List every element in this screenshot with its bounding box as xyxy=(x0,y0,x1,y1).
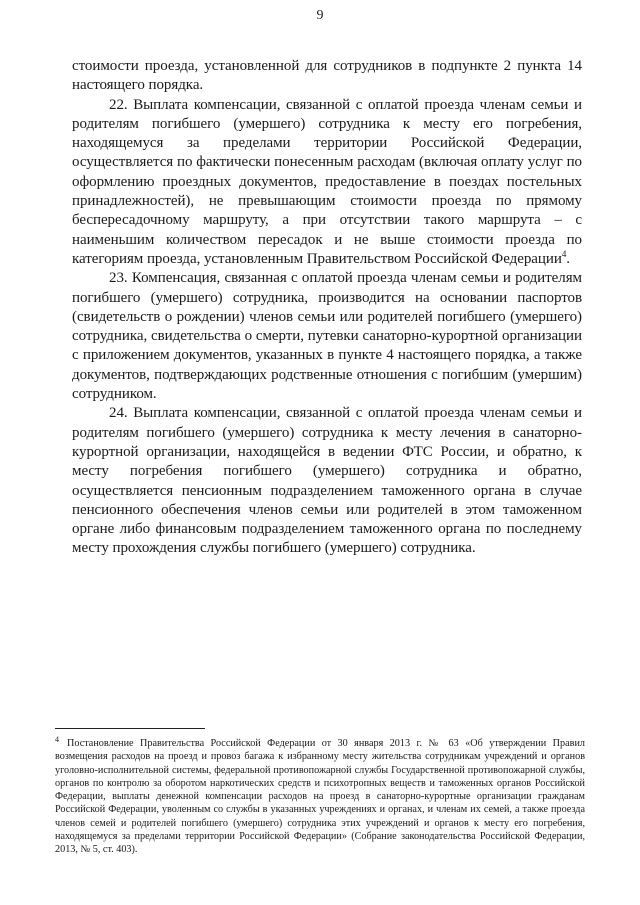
footnote-divider xyxy=(55,728,205,729)
paragraph-22 xyxy=(72,96,582,270)
paragraph-23: 23. Компенсация, связанная с оплатой проезда членам семьи и родителям погибшего (умершего) сотрудника, производится на основании паспортов (свидетельств о рождении) членов семьи или родителей погибшего (умершего) сотрудника, свидетельства о смерти, путевки санаторно-курортной организации с приложением документов, указанных в пункте 4 настоящего порядка, а также документов, подтверждающих родственные отношения с погибшим (умершим) сотрудником. xyxy=(72,270,582,403)
paragraph-24: 24. Выплата компенсации, связанной с оплатой проезда членам семьи и родителям погибшего (умершего) сотрудника к месту лечения в санаторно-курортной организации, находящейся в ведении ФТС России, и обратно, к месту погребения погибшего (умершего) сотрудника и обратно, осуществляется пенсионным подразделением таможенного органа в случае пенсионного обеспечения членов семьи или родителей в этом таможенном органе либо финансовым подразделением таможенного органа по последнему месту прохождения службы погибшего (умершего) сотрудника. xyxy=(72,405,582,557)
paragraph-22-text: 22. Выплата компенсации, связанной с оплатой проезда членам семьи и родителям погибшего (умершего) сотрудника к месту его погребения, находящемуся за пределами территории Российской Федерации, осуществляется по фактически понесенным расходам (включая оплату услуг по оформлению проездных документов, предоставление в поездах постельных принадлежностей), не превышающим стоимости проезда по прямому беспересадочному маршруту, а при отсутствии такого маршрута – с наименьшим количеством пересадок и не выше стоимости проезда по категориям проезда, установленным Правительством Российской Федерации xyxy=(72,96,582,267)
footnote-number: 4 xyxy=(55,735,59,744)
footnote xyxy=(55,737,585,857)
paragraph-continuation: стоимости проезда, установленной для сотрудников в подпункте 2 пункта 14 настоящего порядка. xyxy=(72,58,582,94)
paragraph-22-end: . xyxy=(566,250,570,267)
document-body xyxy=(72,57,582,559)
footnote-text: Постановление Правительства Российской Федерации от 30 января 2013 г. № 63 «Об утверждении Правил возмещения расходов на проезд и провоз багажа к избранному месту жительства сотрудникам учреждений и органов уголовно-исполнительной системы, федеральной противопожарной службы Государственной противопожарной службы, органов по контролю за оборотом наркотических средств и психотропных веществ и таможенных органов Российской Федерации, выплаты денежной компенсации расходов на проезд в санаторно-курортные организации гражданам Российской Федерации, уволенным со службы в указанных учреждениях и органах, и членам их семей, а также проезда членов семей и родителей погибшего (умершего) сотрудника этих учреждений и органов к месту его погребения, находящемуся за пределами территории Российской Федерации» (Собрание законодательства Российской Федерации, 2013, № 5, ст. 403). xyxy=(55,738,585,856)
page-number: 9 xyxy=(316,8,324,23)
footnote-reference[interactable]: 4 xyxy=(561,248,567,259)
